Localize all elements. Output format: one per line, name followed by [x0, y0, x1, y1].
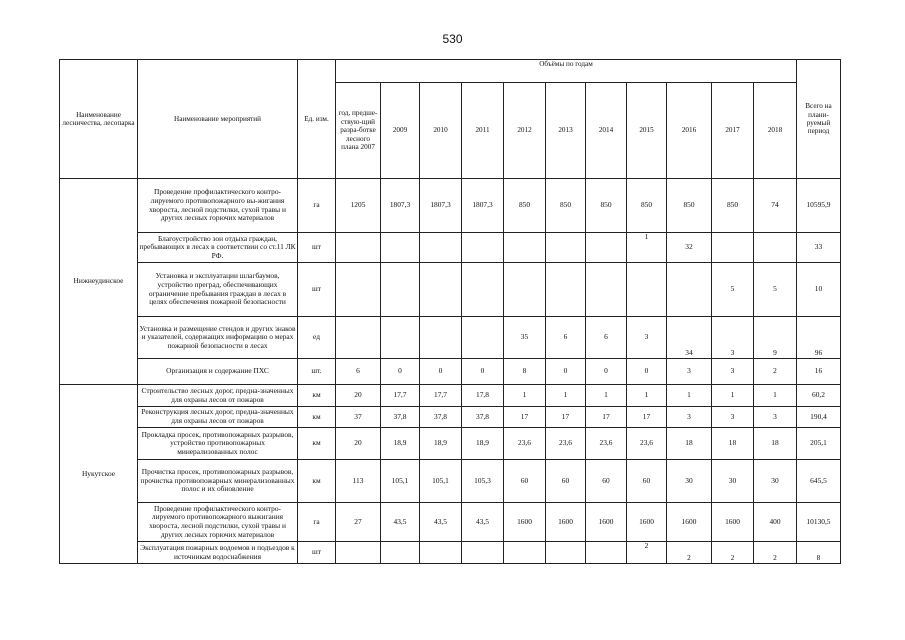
value-cell: [381, 317, 420, 359]
unit-cell: км: [298, 385, 336, 407]
table-row: [60, 460, 841, 503]
value-cell: 34: [667, 317, 712, 359]
value-cell: 1: [667, 385, 712, 407]
value-cell: [381, 263, 420, 317]
value-cell: [381, 233, 420, 263]
value-cell: 1: [546, 385, 586, 407]
total-cell: 8: [797, 542, 841, 564]
header-unit: Ед. изм.: [298, 60, 336, 179]
total-cell: 190,4: [797, 407, 841, 428]
header-base-year: год, предше-ствую-щий разра-ботке лесного плана 2007: [336, 83, 381, 179]
header-year: 2009: [381, 83, 420, 179]
header-measure: Наименование мероприятий: [138, 60, 298, 179]
value-cell: [586, 263, 627, 317]
value-cell: 17,8: [462, 385, 504, 407]
header-year: 2017: [712, 83, 754, 179]
value-cell: [712, 233, 754, 263]
value-cell: 27: [336, 503, 381, 542]
measure-name: Проведение профилактического контро-лируемого противопожарного выжигания хвороста, лесной подстилки, сухой травы и других лесных горючих материалов: [138, 503, 298, 542]
value-cell: 18,9: [381, 428, 420, 460]
value-cell: [754, 233, 797, 263]
value-cell: 1600: [627, 503, 667, 542]
value-cell: [586, 233, 627, 263]
header-year: 2016: [667, 83, 712, 179]
header-volumes: Объёмы по годам: [336, 60, 797, 83]
value-cell: 113: [336, 460, 381, 503]
value-cell: 3: [712, 407, 754, 428]
value-cell: 8: [504, 359, 546, 385]
total-cell: 205,1: [797, 428, 841, 460]
value-cell: [336, 233, 381, 263]
value-cell: 1: [627, 233, 667, 263]
value-cell: 850: [712, 179, 754, 233]
total-cell: 10130,5: [797, 503, 841, 542]
total-cell: 16: [797, 359, 841, 385]
value-cell: 1600: [712, 503, 754, 542]
forest-measures-table: [59, 59, 841, 564]
value-cell: 2: [754, 542, 797, 564]
value-cell: 1: [586, 385, 627, 407]
value-cell: 43,5: [381, 503, 420, 542]
value-cell: [336, 317, 381, 359]
total-cell: 10595,9: [797, 179, 841, 233]
value-cell: 1600: [504, 503, 546, 542]
value-cell: 1807,3: [420, 179, 462, 233]
value-cell: 0: [381, 359, 420, 385]
unit-cell: га: [298, 179, 336, 233]
value-cell: [504, 263, 546, 317]
measure-name: Эксплуатация пожарных водоемов и подъездов к источникам водоснабжения: [138, 542, 298, 564]
value-cell: [462, 317, 504, 359]
value-cell: 23,6: [546, 428, 586, 460]
measure-name: Проведение профилактического контро-лируемого противопожарного вы-жигания хвороста, лесной подстилки, сухой травы и других лесных горючих материалов: [138, 179, 298, 233]
header-year: 2013: [546, 83, 586, 179]
value-cell: 2: [712, 542, 754, 564]
value-cell: 74: [754, 179, 797, 233]
total-cell: 33: [797, 233, 841, 263]
value-cell: [586, 542, 627, 564]
value-cell: 3: [712, 359, 754, 385]
value-cell: 0: [546, 359, 586, 385]
value-cell: 35: [504, 317, 546, 359]
value-cell: 18: [754, 428, 797, 460]
value-cell: 37,8: [381, 407, 420, 428]
table-row: [60, 503, 841, 542]
value-cell: 3: [754, 407, 797, 428]
table-row: [60, 179, 841, 233]
header-year: 2010: [420, 83, 462, 179]
value-cell: 20: [336, 385, 381, 407]
value-cell: 60: [586, 460, 627, 503]
value-cell: 37,8: [420, 407, 462, 428]
value-cell: 20: [336, 428, 381, 460]
unit-cell: км: [298, 428, 336, 460]
value-cell: 0: [627, 359, 667, 385]
value-cell: 6: [586, 317, 627, 359]
header-year: 2014: [586, 83, 627, 179]
value-cell: 0: [586, 359, 627, 385]
total-cell: 96: [797, 317, 841, 359]
header-year: 2012: [504, 83, 546, 179]
unit-cell: ед: [298, 317, 336, 359]
unit-cell: шт: [298, 542, 336, 564]
table-row: [60, 317, 841, 359]
value-cell: 1: [627, 385, 667, 407]
unit-cell: км: [298, 407, 336, 428]
value-cell: 60: [627, 460, 667, 503]
value-cell: [667, 263, 712, 317]
value-cell: 5: [712, 263, 754, 317]
value-cell: 1: [754, 385, 797, 407]
value-cell: 850: [586, 179, 627, 233]
measure-name: Благоустройство зон отдыха граждан, пребывающих в лесах в соответствии со ст.11 ЛК РФ.: [138, 233, 298, 263]
value-cell: 0: [462, 359, 504, 385]
value-cell: 23,6: [627, 428, 667, 460]
value-cell: 23,6: [586, 428, 627, 460]
value-cell: 37: [336, 407, 381, 428]
measure-name: Строительство лесных дорог, предна-значенных для охраны лесов от пожаров: [138, 385, 298, 407]
page-number: 530: [442, 32, 463, 46]
total-cell: 645,5: [797, 460, 841, 503]
value-cell: [504, 542, 546, 564]
table-row: [60, 263, 841, 317]
value-cell: 17: [546, 407, 586, 428]
value-cell: 105,3: [462, 460, 504, 503]
value-cell: [627, 263, 667, 317]
value-cell: 6: [546, 317, 586, 359]
value-cell: 17,7: [420, 385, 462, 407]
value-cell: 3: [712, 317, 754, 359]
value-cell: 2: [754, 359, 797, 385]
value-cell: [420, 233, 462, 263]
value-cell: [420, 542, 462, 564]
value-cell: 60: [546, 460, 586, 503]
value-cell: 43,5: [420, 503, 462, 542]
total-cell: 10: [797, 263, 841, 317]
unit-cell: шт: [298, 263, 336, 317]
unit-cell: шт.: [298, 359, 336, 385]
table-row: [60, 385, 841, 407]
value-cell: 18: [712, 428, 754, 460]
value-cell: 30: [712, 460, 754, 503]
value-cell: 30: [667, 460, 712, 503]
value-cell: 5: [754, 263, 797, 317]
unit-cell: га: [298, 503, 336, 542]
header-forestry: Наименование лесничества, лесопарка: [60, 60, 138, 179]
value-cell: [462, 263, 504, 317]
value-cell: 850: [504, 179, 546, 233]
forestry-name: Нижнеудинское: [60, 179, 138, 385]
value-cell: 850: [546, 179, 586, 233]
value-cell: 1600: [586, 503, 627, 542]
value-cell: 1807,3: [381, 179, 420, 233]
value-cell: [546, 233, 586, 263]
value-cell: 17,7: [381, 385, 420, 407]
value-cell: 3: [667, 407, 712, 428]
value-cell: 2: [627, 542, 667, 564]
header-year: 2015: [627, 83, 667, 179]
value-cell: 3: [667, 359, 712, 385]
value-cell: 30: [754, 460, 797, 503]
value-cell: [420, 317, 462, 359]
value-cell: 1205: [336, 179, 381, 233]
header-year: 2018: [754, 83, 797, 179]
forestry-name: Нукутское: [60, 385, 138, 564]
table-row: [60, 233, 841, 263]
measure-name: Прокладка просек, противопожарных разрывов, устройство противопожарных минерализованных полос: [138, 428, 298, 460]
value-cell: 43,5: [462, 503, 504, 542]
value-cell: 0: [420, 359, 462, 385]
value-cell: 17: [504, 407, 546, 428]
value-cell: 850: [627, 179, 667, 233]
unit-cell: км: [298, 460, 336, 503]
measure-name: Организация и содержание ПХС: [138, 359, 298, 385]
value-cell: 17: [586, 407, 627, 428]
value-cell: 2: [667, 542, 712, 564]
unit-cell: шт: [298, 233, 336, 263]
value-cell: 1600: [546, 503, 586, 542]
value-cell: 850: [667, 179, 712, 233]
value-cell: 23,6: [504, 428, 546, 460]
value-cell: 6: [336, 359, 381, 385]
value-cell: 1600: [667, 503, 712, 542]
value-cell: [546, 542, 586, 564]
measure-name: Реконструкция лесных дорог, предна-значенных для охраны лесов от пожаров: [138, 407, 298, 428]
header-year: 2011: [462, 83, 504, 179]
value-cell: [462, 542, 504, 564]
value-cell: [504, 233, 546, 263]
value-cell: 9: [754, 317, 797, 359]
measure-name: Установка и размещение стендов и других знаков и указателей, содержащих информацию о мерах пожарной безопасности в лесах: [138, 317, 298, 359]
value-cell: 60: [504, 460, 546, 503]
value-cell: 105,1: [420, 460, 462, 503]
value-cell: 18: [667, 428, 712, 460]
value-cell: [462, 233, 504, 263]
value-cell: 18,9: [420, 428, 462, 460]
value-cell: [420, 263, 462, 317]
value-cell: 400: [754, 503, 797, 542]
value-cell: 105,1: [381, 460, 420, 503]
table-row: [60, 407, 841, 428]
table-row: [60, 359, 841, 385]
value-cell: 1807,3: [462, 179, 504, 233]
value-cell: [336, 542, 381, 564]
value-cell: 1: [504, 385, 546, 407]
value-cell: 17: [627, 407, 667, 428]
table-row: [60, 428, 841, 460]
measure-name: Прочистка просек, противопожарных разрывов, прочистка противопожарных минерализованных полос и их обновление: [138, 460, 298, 503]
value-cell: [336, 263, 381, 317]
value-cell: 3: [627, 317, 667, 359]
value-cell: 18,9: [462, 428, 504, 460]
measure-name: Установка и эксплуатации шлагбаумов, устройство преград, обеспечивающих ограничение пребывания граждан в лесах в целях обеспечения пожарной безопасности: [138, 263, 298, 317]
value-cell: 32: [667, 233, 712, 263]
value-cell: 37,8: [462, 407, 504, 428]
value-cell: [546, 263, 586, 317]
table-row: [60, 542, 841, 564]
total-cell: 60,2: [797, 385, 841, 407]
value-cell: 1: [712, 385, 754, 407]
value-cell: [381, 542, 420, 564]
header-total: Всего на плани-руемый период: [797, 60, 841, 179]
